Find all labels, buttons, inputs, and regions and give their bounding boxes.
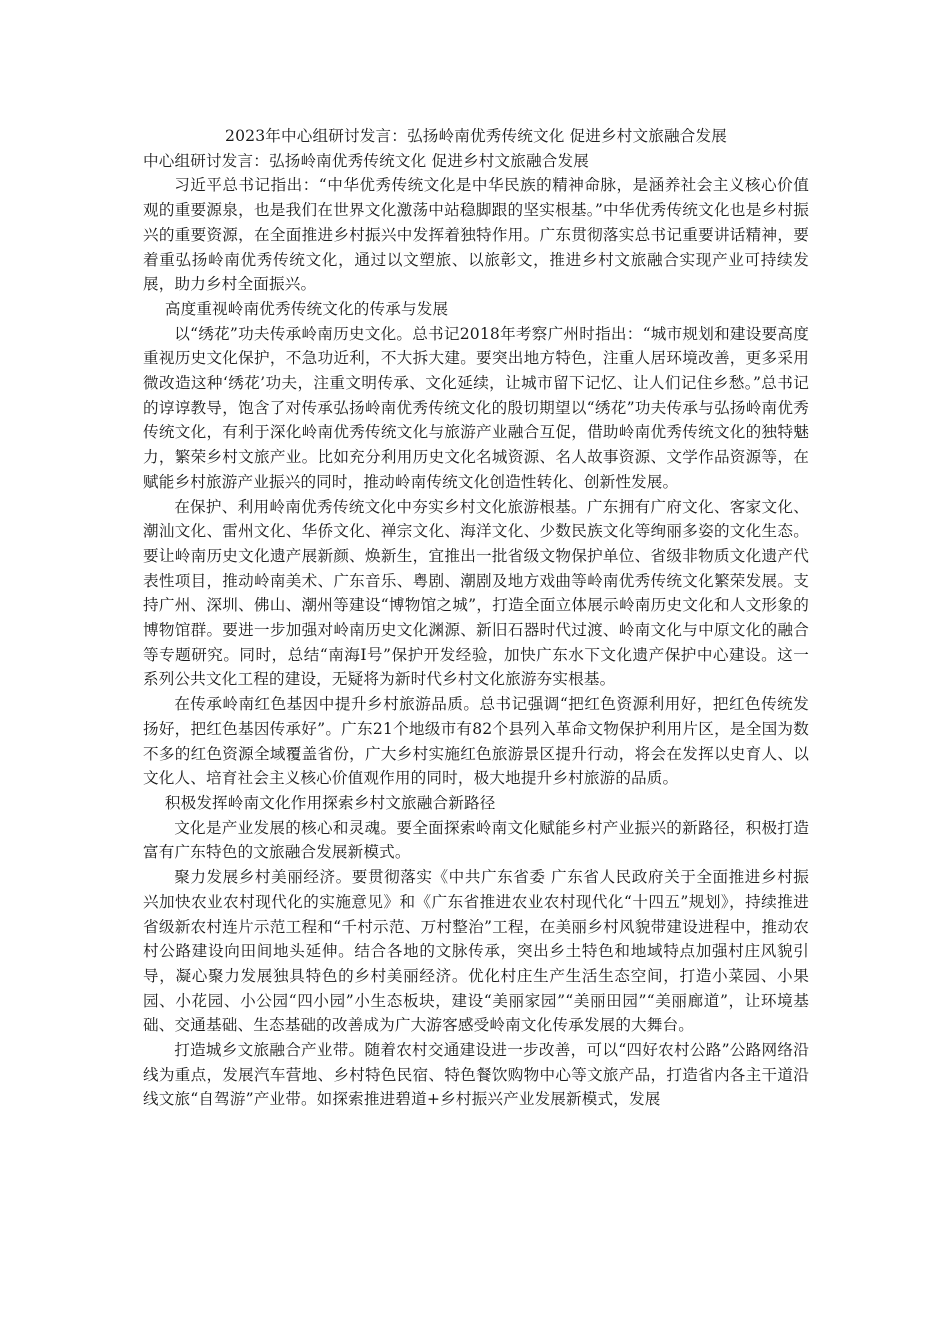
- section-heading-1: 高度重视岭南优秀传统文化的传承与发展: [164, 299, 449, 318]
- document-subtitle: 中心组研讨发言：弘扬岭南优秀传统文化 促进乡村文旅融合发展: [143, 151, 589, 170]
- section2-paragraph-1: 文化是产业发展的核心和灵魂。要全面探索岭南文化赋能乡村产业振兴的新路径，积极打造富有广东特色的文旅融合发展新模式。: [143, 818, 809, 862]
- document-page: [143, 124, 809, 1112]
- section-heading-2: 积极发挥岭南文化作用探索乡村文旅融合新路径: [164, 793, 496, 812]
- document-title: 2023年中心组研讨发言：弘扬岭南优秀传统文化 促进乡村文旅融合发展: [225, 127, 727, 145]
- section1-paragraph-2: 在保护、利用岭南优秀传统文化中夯实乡村文化旅游根基。广东拥有广府文化、客家文化、潮汕文化、雷州文化、华侨文化、禅宗文化、海洋文化、少数民族文化等绚丽多姿的文化生态。要让岭南历史文化遗产展新颜、焕新生，宜推出一批省级文物保护单位、省级非物质文化遗产代表性项目，推动岭南美术、广东音乐、粤剧、潮剧及地方戏曲等岭南优秀传统文化繁荣发展。支持广州、深圳、佛山、潮州等建设“博物馆之城”，打造全面立体展示岭南历史文化和人文形象的博物馆群。要进一步加强对岭南历史文化渊源、新旧石器时代过渡、岭南文化与中原文化的融合等专题研究。同时，总结“南海Ⅰ号”保护开发经验，加快广东水下文化遗产保护中心建设。这一系列公共文化工程的建设，无疑将为新时代乡村文化旅游夯实根基。: [143, 497, 809, 689]
- section2-paragraph-2: 聚力发展乡村美丽经济。要贯彻落实《中共广东省委 广东省人民政府关于全面推进乡村振兴加快农业农村现代化的实施意见》和《广东省推进农业农村现代化“十四五”规划》，持续推进省级新农村连片示范工程和“千村示范、万村整治”工程，在美丽乡村风貌带建设进程中，推动农村公路建设向田间地头延伸。结合各地的文脉传承，突出乡土特色和地域特点加强村庄风貌引导，凝心聚力发展独具特色的乡村美丽经济。优化村庄生产生活生态空间，打造小菜园、小果园、小花园、小公园“四小园”小生态板块，建设“美丽家园”“美丽田园”“美丽廊道”，让环境基础、交通基础、生态基础的改善成为广大游客感受岭南文化传承发展的大舞台。: [143, 868, 809, 1035]
- section1-paragraph-1: 以“绣花”功夫传承岭南历史文化。总书记2018年考察广州时指出：“城市规划和建设要高度重视历史文化保护，不急功近利，不大拆大建。要突出地方特色，注重人居环境改善，更多采用微改造这种‘绣花’功夫，注重文明传承、文化延续，让城市留下记忆、让人们记住乡愁。”总书记的谆谆教导，饱含了对传承弘扬岭南优秀传统文化的殷切期望以“绣花”功夫传承与弘扬岭南优秀传统文化，有利于深化岭南优秀传统文化与旅游产业融合互促，借助岭南优秀传统文化的独特魅力，繁荣乡村文旅产业。比如充分利用历史文化名城资源、名人故事资源、文学作品资源等，在赋能乡村旅游产业振兴的同时，推动岭南传统文化创造性转化、创新性发展。: [143, 324, 809, 491]
- intro-paragraph: 习近平总书记指出：“中华优秀传统文化是中华民族的精神命脉，是涵养社会主义核心价值观的重要源泉，也是我们在世界文化激荡中站稳脚跟的坚实根基。”中华优秀传统文化也是乡村振兴的重要资源，在全面推进乡村振兴中发挥着独特作用。广东贯彻落实总书记重要讲话精神，要着重弘扬岭南优秀传统文化，通过以文塑旅、以旅彰文，推进乡村文旅融合实现产业可持续发展，助力乡村全面振兴。: [143, 176, 809, 294]
- section1-paragraph-3: 在传承岭南红色基因中提升乡村旅游品质。总书记强调“把红色资源利用好，把红色传统发扬好，把红色基因传承好”。广东21个地级市有82个县列入革命文物保护利用片区，是全国为数不多的红色资源全域覆盖省份，广大乡村实施红色旅游景区提升行动，将会在发挥以史育人、以文化人、培育社会主义核心价值观作用的同时，极大地提升乡村旅游的品质。: [143, 695, 809, 788]
- section2-paragraph-3: 打造城乡文旅融合产业带。随着农村交通建设进一步改善，可以“四好农村公路”公路网络沿线为重点，发展汽车营地、乡村特色民宿、特色餐饮购物中心等文旅产品，打造省内各主干道沿线文旅“自驾游”产业带。如探索推进碧道+乡村振兴产业发展新模式，发展: [143, 1041, 809, 1109]
